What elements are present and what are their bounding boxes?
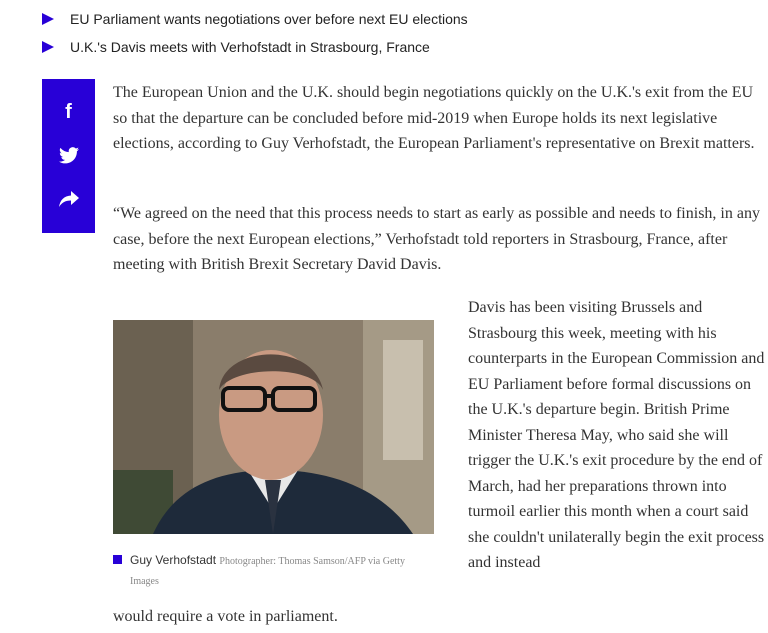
caption-credit: Photographer: Thomas Samson/AFP via Getty Images [130, 556, 405, 587]
facebook-icon[interactable]: f [65, 101, 72, 123]
article-paragraph-1: The European Union and the U.K. should begin negotiations quickly on the U.K.'s exit from the EU so that the departure can be concluded before mid-2019 when Europe holds its next legislative elections, according to Guy Verhofstadt, the European Parliament's representative on Brexit matters. [113, 84, 755, 152]
caption-name: Guy Verhofstadt [130, 553, 217, 567]
caption-square-icon [113, 555, 122, 564]
bullet-text: EU Parliament wants negotiations over before next EU elections [70, 10, 468, 27]
article-figure [113, 320, 434, 591]
bullet-triangle-icon [42, 41, 54, 53]
photo-caption [113, 551, 434, 591]
article-paragraph-3-tail: would require a vote in parliament. [113, 608, 338, 625]
article-paragraph-3: Davis has been visiting Brussels and Strasbourg this week, meeting with his counterparts in the European Commission and EU Parliament before formal discussions on the U.K.'s departure begin. British Prime Minister Theresa May, who said she will trigger the U.K.'s exit procedure by the end of March, had her preparations thrown into turmoil earlier this month when a court said she couldn't unilaterally begin the exit process and instead [468, 299, 765, 571]
twitter-icon[interactable] [42, 147, 95, 164]
share-icon[interactable] [42, 191, 95, 207]
article-bullets [42, 8, 468, 64]
article-paragraph-2: “We agreed on the need that this process needs to start as early as possible and needs to finish, in any case, before the next European elections,” Verhofstadt told reporters in Strasbourg, France, after meeting with British Brexit Secretary David Davis. [113, 205, 760, 273]
portrait-photo [113, 320, 434, 534]
bullet-item [42, 8, 468, 29]
share-bar [42, 79, 95, 233]
bullet-text: U.K.'s Davis meets with Verhofstadt in Strasbourg, France [70, 38, 430, 55]
bullet-item [42, 36, 468, 57]
bullet-triangle-icon [42, 13, 54, 25]
